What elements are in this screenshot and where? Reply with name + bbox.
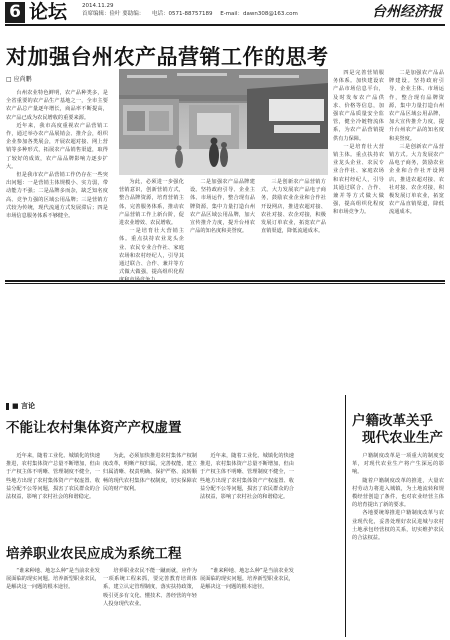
section-divider	[5, 280, 445, 282]
article-byline: □ 应尚鹏	[6, 76, 32, 83]
piece3-paragraph: 户籍制度改革是一项重大的制度变革，对现代农业生产将产生深远的影响。	[352, 453, 444, 476]
article-paragraph: 一是培育壮大营销主体。重点扶持农业龙头企业、农民专业合作社、家庭农场和农村经纪人，引导其通过联合、合作、兼并等方式做大做强，提高组织化程	[119, 228, 184, 276]
piece1-paragraph: 为此，必须加快推进农村集体产权制度改革，明晰产权归属，完善权能，建立归属清晰、权责明确、保护严格、流转顺畅的现代农村集体产权制度，切实保障农民的财产权利。	[103, 453, 197, 492]
article-paragraph: 三是创新农产品营销方式。大力发展农产品电子商务，鼓励农业企业和合作社开设网店，推进农超对接、农社对接、农企对接，积极发展订单农业，拓宽农产品直销渠道，降低流通成本。	[389, 143, 444, 216]
piece2-paragraph: 培养职业农民不能一蹴而就，应作为一项系统工程来抓，要完善教育培训体系，建立认定管理制度，落实扶持政策，吸引更多有文化、懂技术、善经营的年轻人投身现代农业。	[103, 568, 197, 607]
article-paragraph: 台州农业特色鲜明，农产品种类多，是全省重要的农产品生产基地之一，全市主要农产品总产量逐年增长，商品率不断提高，农产品已成为农民增收的重要来源。	[6, 90, 108, 121]
header-rule	[5, 24, 445, 26]
editor-line	[82, 11, 298, 18]
piece2-column-1	[6, 567, 100, 637]
article-headline: 对加强台州农产品营销工作的思考	[6, 45, 329, 69]
piece1-paragraph: 近年来，随着工业化、城镇化的快速推进，农村集体资产总量不断增加，但由于产权主体不明晰、管理制度不健全，一些地方出现了农村集体资产产权虚置、收益分配不公等问题，损害了农民群众的合法权益，影响了农村社会的和谐稳定。	[200, 453, 294, 501]
page-number: 6	[5, 2, 25, 23]
piece3-paragraph: 随着户籍制度改革的推进，大量农村劳动力将进入城镇，为土地流转和规模经营创造了条件，也对农业经营主体的培育提出了新的要求。	[352, 477, 444, 509]
piece1-paragraph: 近年来，随着工业化、城镇化的快速推进，农村集体资产总量不断增加，但由于产权主体不明晰、管理制度不健全，一些地方出现了农村集体资产产权虚置、收益分配不公等问题，损害了农民群众的合法权益，影响了农村社会的和谐稳定。	[6, 453, 100, 501]
article-column-2	[119, 178, 184, 276]
email-address: E-mail：dawn308@163.com	[220, 11, 298, 17]
article-photo	[119, 69, 328, 175]
article-column-1	[6, 89, 108, 270]
column-tag-marker	[6, 403, 9, 410]
column-tag-label: ■ 言论	[12, 402, 36, 410]
article-paragraph: 一是培育壮大营销主体。重点扶持农业龙头企业、农民专业合作社、家庭农场和农村经纪人，引导其通过联合、合作、兼并等方式做大做强，提高组织化程度和市场竞争力。	[333, 143, 384, 216]
piece3-headline: 户籍改革关乎	[352, 413, 433, 429]
section-divider-thin	[5, 283, 445, 284]
phone-number: 电话：0571-88757189	[152, 11, 213, 17]
column-tag	[6, 401, 72, 412]
piece2-paragraph: “谁来种地、地怎么种”是当前农业发展面临的现实问题。培养新型职业农民，是解决这一问题的根本途径。	[200, 568, 294, 591]
article-column-5	[333, 69, 384, 276]
section-title: 论坛	[29, 1, 68, 23]
piece2-paragraph: “谁来种地、地怎么种”是当前农业发展面临的现实问题。培养新型职业农民，是解决这一问题的根本途径。	[6, 568, 100, 591]
article-column-3	[190, 178, 255, 276]
piece1-headline: 不能让农村集体资产产权虚置	[6, 420, 182, 436]
issue-date: 2014.11.29	[82, 3, 114, 9]
article-paragraph: 但是我市农产品营销工作仍存在一些突出问题：一是营销主体规模小、实力弱，带动能力不强；二是品牌多而杂，缺乏知名度高、竞争力强的区域公用品牌；三是营销方式较为传统，现代流通方式发展滞后；四是市场信息服务体系不够健全。	[6, 172, 108, 220]
article-paragraph: 二是加强农产品品牌建设。坚持政府引导、企业主体、市场运作，整合现有品牌资源，集中力量打造台州农产品区域公用品牌，加大宣传推介力度，提升台州农产品的知名度和美誉度。	[190, 179, 255, 235]
piece1-column-2	[103, 452, 197, 538]
page-header	[0, 0, 450, 24]
article-column-4	[261, 178, 326, 276]
article-paragraph: 近年来，我市高度重视农产品营销工作，通过举办农产品展销会、推介会，组织企业参加各类展会，开展农超对接、网上营销等多种形式，拓展农产品销售渠道，取得了较好的成效，农产品品牌影响力逐步扩大。	[6, 122, 108, 170]
piece1-column-3	[200, 452, 294, 538]
piece2-headline: 培养职业农民应成为系统工程	[6, 546, 182, 562]
article-paragraph: 为此，必须进一步强化营销意识，创新营销方式，整合品牌资源，培育营销主体，完善服务体系，推动农产品营销工作上新台阶，促进农业增效、农民增收。	[119, 179, 184, 227]
sidebar-rule	[345, 395, 346, 637]
editor-names: 首席编辑：俭叶 要助编：	[82, 11, 145, 17]
article-paragraph: 三是创新农产品营销方式。大力发展农产品电子商务，鼓励农业企业和合作社开设网店，推进农超对接、农社对接、农企对接，积极发展订单农业，拓宽农产品直销渠道，降低流通成本。	[261, 179, 326, 235]
piece2-column-2	[103, 567, 197, 637]
piece1-column-1	[6, 452, 100, 538]
newspaper-masthead: 台州经济报	[372, 4, 442, 20]
article-paragraph: 二是加强农产品品牌建设。坚持政府引导、企业主体、市场运作，整合现有品牌资源，集中力量打造台州农产品区域公用品牌，加大宣传推介力度，提升台州农产品的知名度和美誉度。	[389, 70, 444, 142]
piece2-column-3	[200, 567, 294, 637]
piece3-column	[352, 452, 444, 637]
article-paragraph: 四是完善营销服务体系。加快建设农产品市场信息平台，及时发布农产品供求、价格等信息，加强农产品质量安全监管，健全冷链物流体系，为农产品营销提供有力保障。	[333, 70, 384, 142]
piece3-paragraph: 各地要统筹推进户籍制度改革与农业现代化，妥善处理好农民进城与农村土地承包经营权的关系，切实维护农民的合法权益。	[352, 510, 444, 542]
piece3-subheadline: 现代农业生产	[362, 430, 443, 446]
article-column-6	[389, 69, 444, 276]
exhibition-hall-photo	[119, 69, 328, 175]
